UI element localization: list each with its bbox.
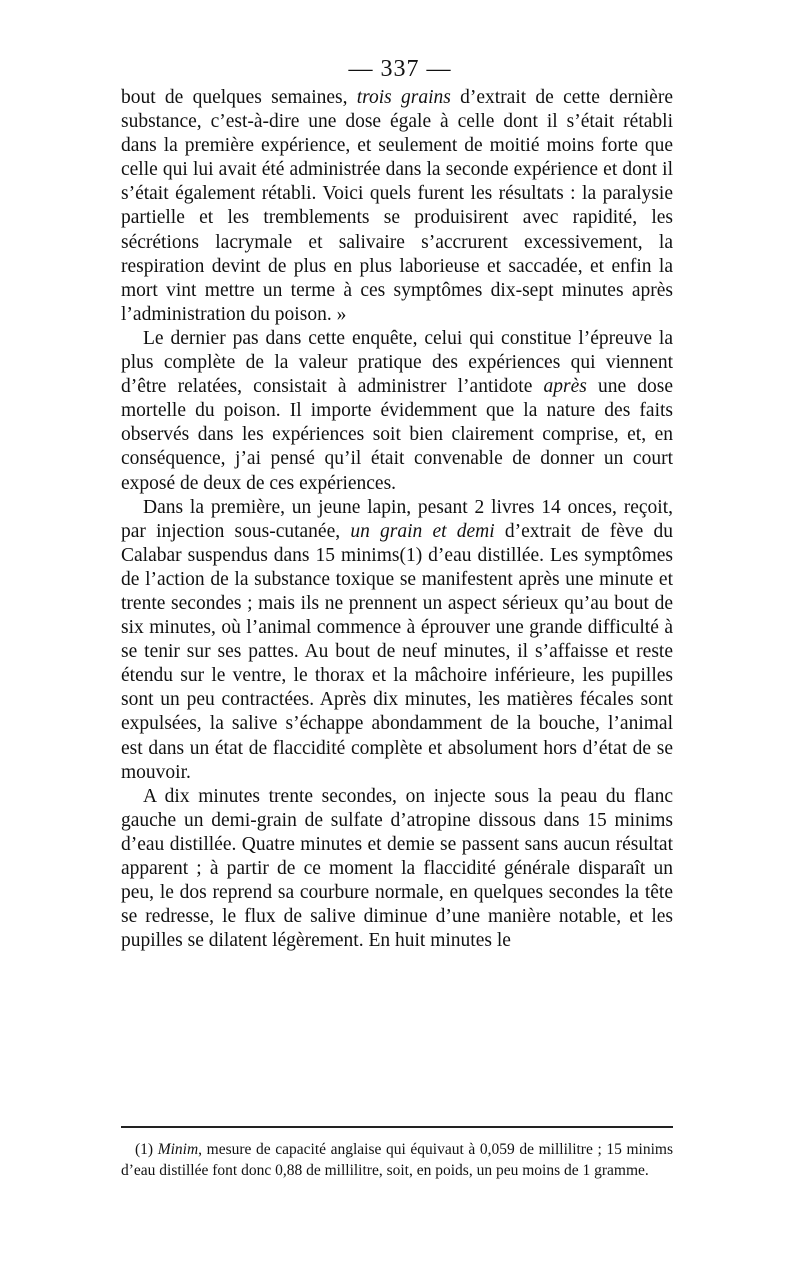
paragraph bbox=[121, 86, 673, 327]
footnote bbox=[121, 1140, 673, 1181]
text-segment: bout de quelques semaines, bbox=[121, 87, 357, 108]
italic-text: Minim bbox=[157, 1141, 199, 1158]
italic-text: après bbox=[543, 376, 587, 398]
paragraph bbox=[121, 785, 673, 954]
text-segment: Dans la première, un jeune lapin, pesant 2 livres 14 onces, reçoit, par injection sous-cutanée, bbox=[121, 496, 673, 542]
footnote-marker: (1) bbox=[135, 1141, 158, 1158]
text-segment: d’extrait de cette dernière substance, c’est-à-dire une dose égale à celle dont il s’était rétabli dans la première expérience, et seulement de moitié moins forte que celle qui lui avait été administrée dans la seconde expérience et dont il s’était également rétabli. Voici quels furent les résultats : la paralysie partielle et les tremblements se produisirent avec rapidité, les sécrétions lacrymale et salivaire s’accrurent excessivement, la respiration devint de plus en plus laborieuse et saccadée, et enfin la mort vint mettre un terme à ces symptômes dix-sept minutes après l’administration du poison. » bbox=[121, 87, 673, 325]
footnote-divider bbox=[121, 1126, 673, 1128]
text-segment: A dix minutes trente secondes, on injecte sous la peau du flanc gauche un demi-grain de sulfate d’atropine dissous dans 15 minims d’eau distillée. Quatre minutes et demie se passent sans aucun résultat apparent ; à partir de ce moment la flaccidité générale disparaît un peu, le dos reprend sa courbure normale, en quelques secondes la tête se redresse, le flux de salive diminue d’une manière notable, et les pupilles se dilatent légèrement. En huit minutes le bbox=[121, 785, 673, 952]
text-segment: une dose mortelle du poison. Il importe évidemment que la nature des faits observés dans les expériences soit bien clairement comprise, et, en conséquence, j’ai pensé qu’il était convenable de donner un court exposé de deux de ces expériences. bbox=[121, 376, 673, 494]
body-text bbox=[121, 86, 673, 953]
paragraph bbox=[121, 327, 673, 496]
paragraph bbox=[121, 496, 673, 785]
italic-text: un grain et demi bbox=[350, 520, 495, 542]
text-segment: Le dernier pas dans cette enquête, celui qui constitue l’épreuve la plus complète de la valeur pratique des expériences qui viennent d’être relatées, consistait à administrer l’antidote bbox=[121, 327, 673, 398]
page-number: — 337 — bbox=[348, 56, 452, 82]
italic-text: trois grains bbox=[356, 87, 451, 108]
text-segment: d’extrait de fève du Calabar suspendus dans 15 minims(1) d’eau distillée. Les symptômes de l’action de la substance toxique se manifestent après une minute et trente secondes ; mais ils ne prennent un aspect sérieux qu’au bout de six minutes, où l’animal commence à éprouver une grande difficulté à se tenir sur ses pattes. Au bout de neuf minutes, il s’affaisse et reste étendu sur le ventre, le thorax et la mâchoire inférieure, les pupilles sont un peu contractées. Après dix minutes, les matières fécales sont expulsées, la salive s’échappe abondamment de la bouche, l’animal est dans un état de flaccidité complète et absolument hors d’état de se mouvoir. bbox=[121, 520, 673, 783]
footnote-text: , mesure de capacité anglaise qui équivaut à 0,059 de millilitre ; 15 minims d’eau distillée font donc 0,88 de millilitre, soit, en poids, un peu moins de 1 gramme. bbox=[121, 1141, 673, 1179]
